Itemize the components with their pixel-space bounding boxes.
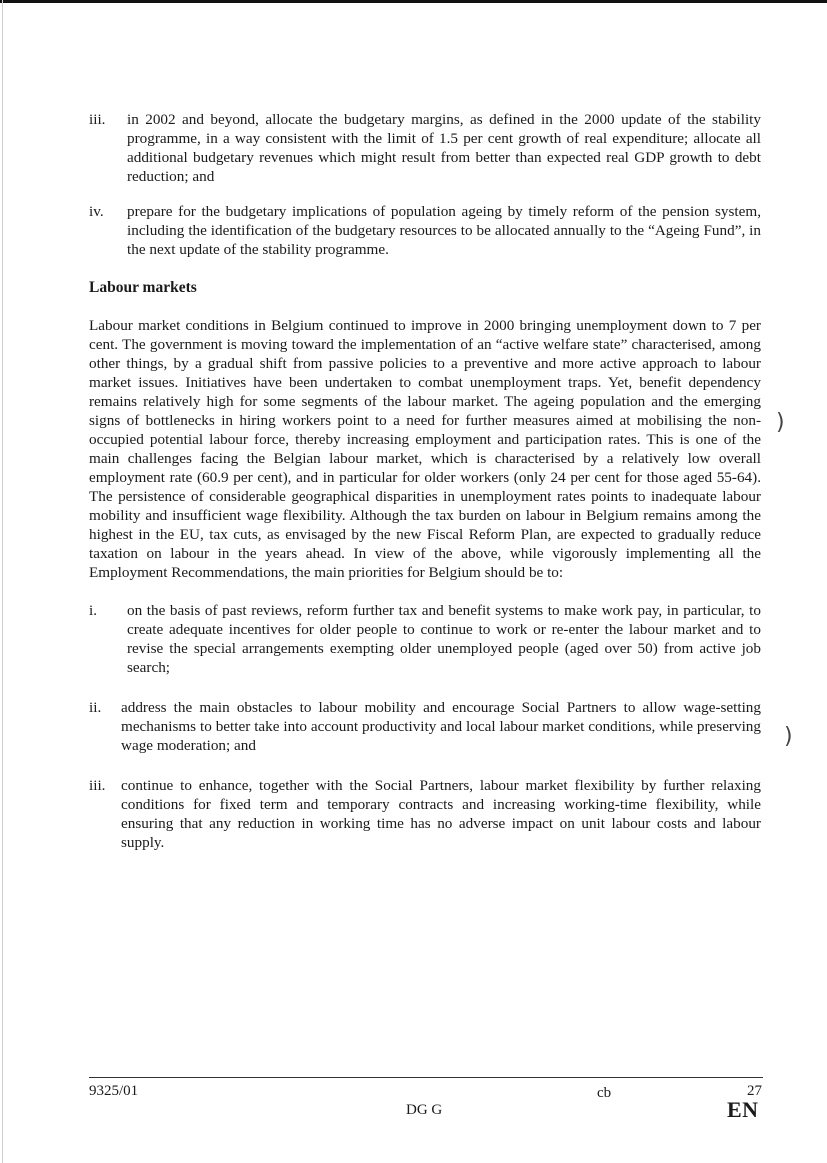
list-item-iii-budget [89,110,761,186]
list-item-ii-mobility [89,698,761,755]
list-text: on the basis of past reviews, reform further tax and benefit systems to make work pay, in particular, to create adequate incentives for older people to continue to work or re-enter the labour market and to revise the special arrangements exempting older unemployed people (aged over 50) from active job search; [127,602,761,676]
list-text: continue to enhance, together with the Social Partners, labour market flexibility by further relaxing conditions for fixed term and temporary contracts and increasing working-time flexibility, while ensuring that any reduction in working time has no adverse impact on unit labour costs and labour supply. [121,777,761,851]
list-number: iii. [89,777,106,794]
list-item-iii-flexibility [89,776,761,852]
margin-bracket-mark: ) [784,724,793,749]
list-item-i-tax [89,601,761,677]
page-content [89,110,761,852]
section-heading: Labour markets [89,279,197,296]
page-number: 27 [747,1083,762,1099]
list-text: address the main obstacles to labour mobility and encourage Social Partners to allow wage-setting mechanisms to better take into account productivity and local labour market conditions, while preserving wage moderation; and [121,699,761,754]
author-initials: cb [597,1085,612,1101]
footer-rule [89,1077,763,1078]
list-text: prepare for the budgetary implications of population ageing by timely reform of the pension system, including the identification of the budgetary resources to be allocated annually to the “Ageing Fund”, in the next update of the stability programme. [127,203,761,258]
language-code: EN [727,1097,759,1122]
top-rule [0,0,827,3]
margin-bracket-mark: ) [776,410,785,435]
list-item-iv-pension [89,202,761,259]
list-text: in 2002 and beyond, allocate the budgetary margins, as defined in the 2000 update of the stability programme, in a way consistent with the limit of 1.5 per cent growth of real expenditure; allocate all additional budgetary revenues which might result from better than expected real GDP growth to debt reduction; and [127,111,761,185]
directorate: DG G [406,1102,443,1118]
scan-edge [2,0,3,1163]
list-number: i. [89,602,98,619]
list-number: iii. [89,111,106,128]
body-paragraph: Labour market conditions in Belgium continued to improve in 2000 bringing unemployment down to 7 per cent. The government is moving toward the implementation of an “active welfare state” characterised, among other things, by a gradual shift from passive policies to a preventive and more active approach to labour market issues. Initiatives have been undertaken to combat unemployment traps. Yet, benefit dependency remains relatively high for some segments of the labour market. The ageing population and the emerging signs of bottlenecks in hiring workers point to a need for further measures aimed at mobilising the non-occupied potential labour force, thereby increasing employment and participation rates. This is one of the main challenges facing the Belgian labour market, which is characterised by a relatively low overall employment rate (60.9 per cent), and in particular for older workers (only 24 per cent for those aged 55-64). The persistence of considerable geographical disparities in unemployment rates points to inadequate labour mobility and insufficient wage flexibility. Although the tax burden on labour in Belgium remains among the highest in the EU, tax cuts, as envisaged by the new Fiscal Reform Plan, are expected to gradually reduce taxation on labour in the years ahead. In view of the above, while vigorously implementing all the Employment Recommendations, the main priorities for Belgium should be to: [89,317,761,581]
list-number: ii. [89,699,102,716]
list-number: iv. [89,203,104,220]
document-reference: 9325/01 [89,1083,139,1099]
